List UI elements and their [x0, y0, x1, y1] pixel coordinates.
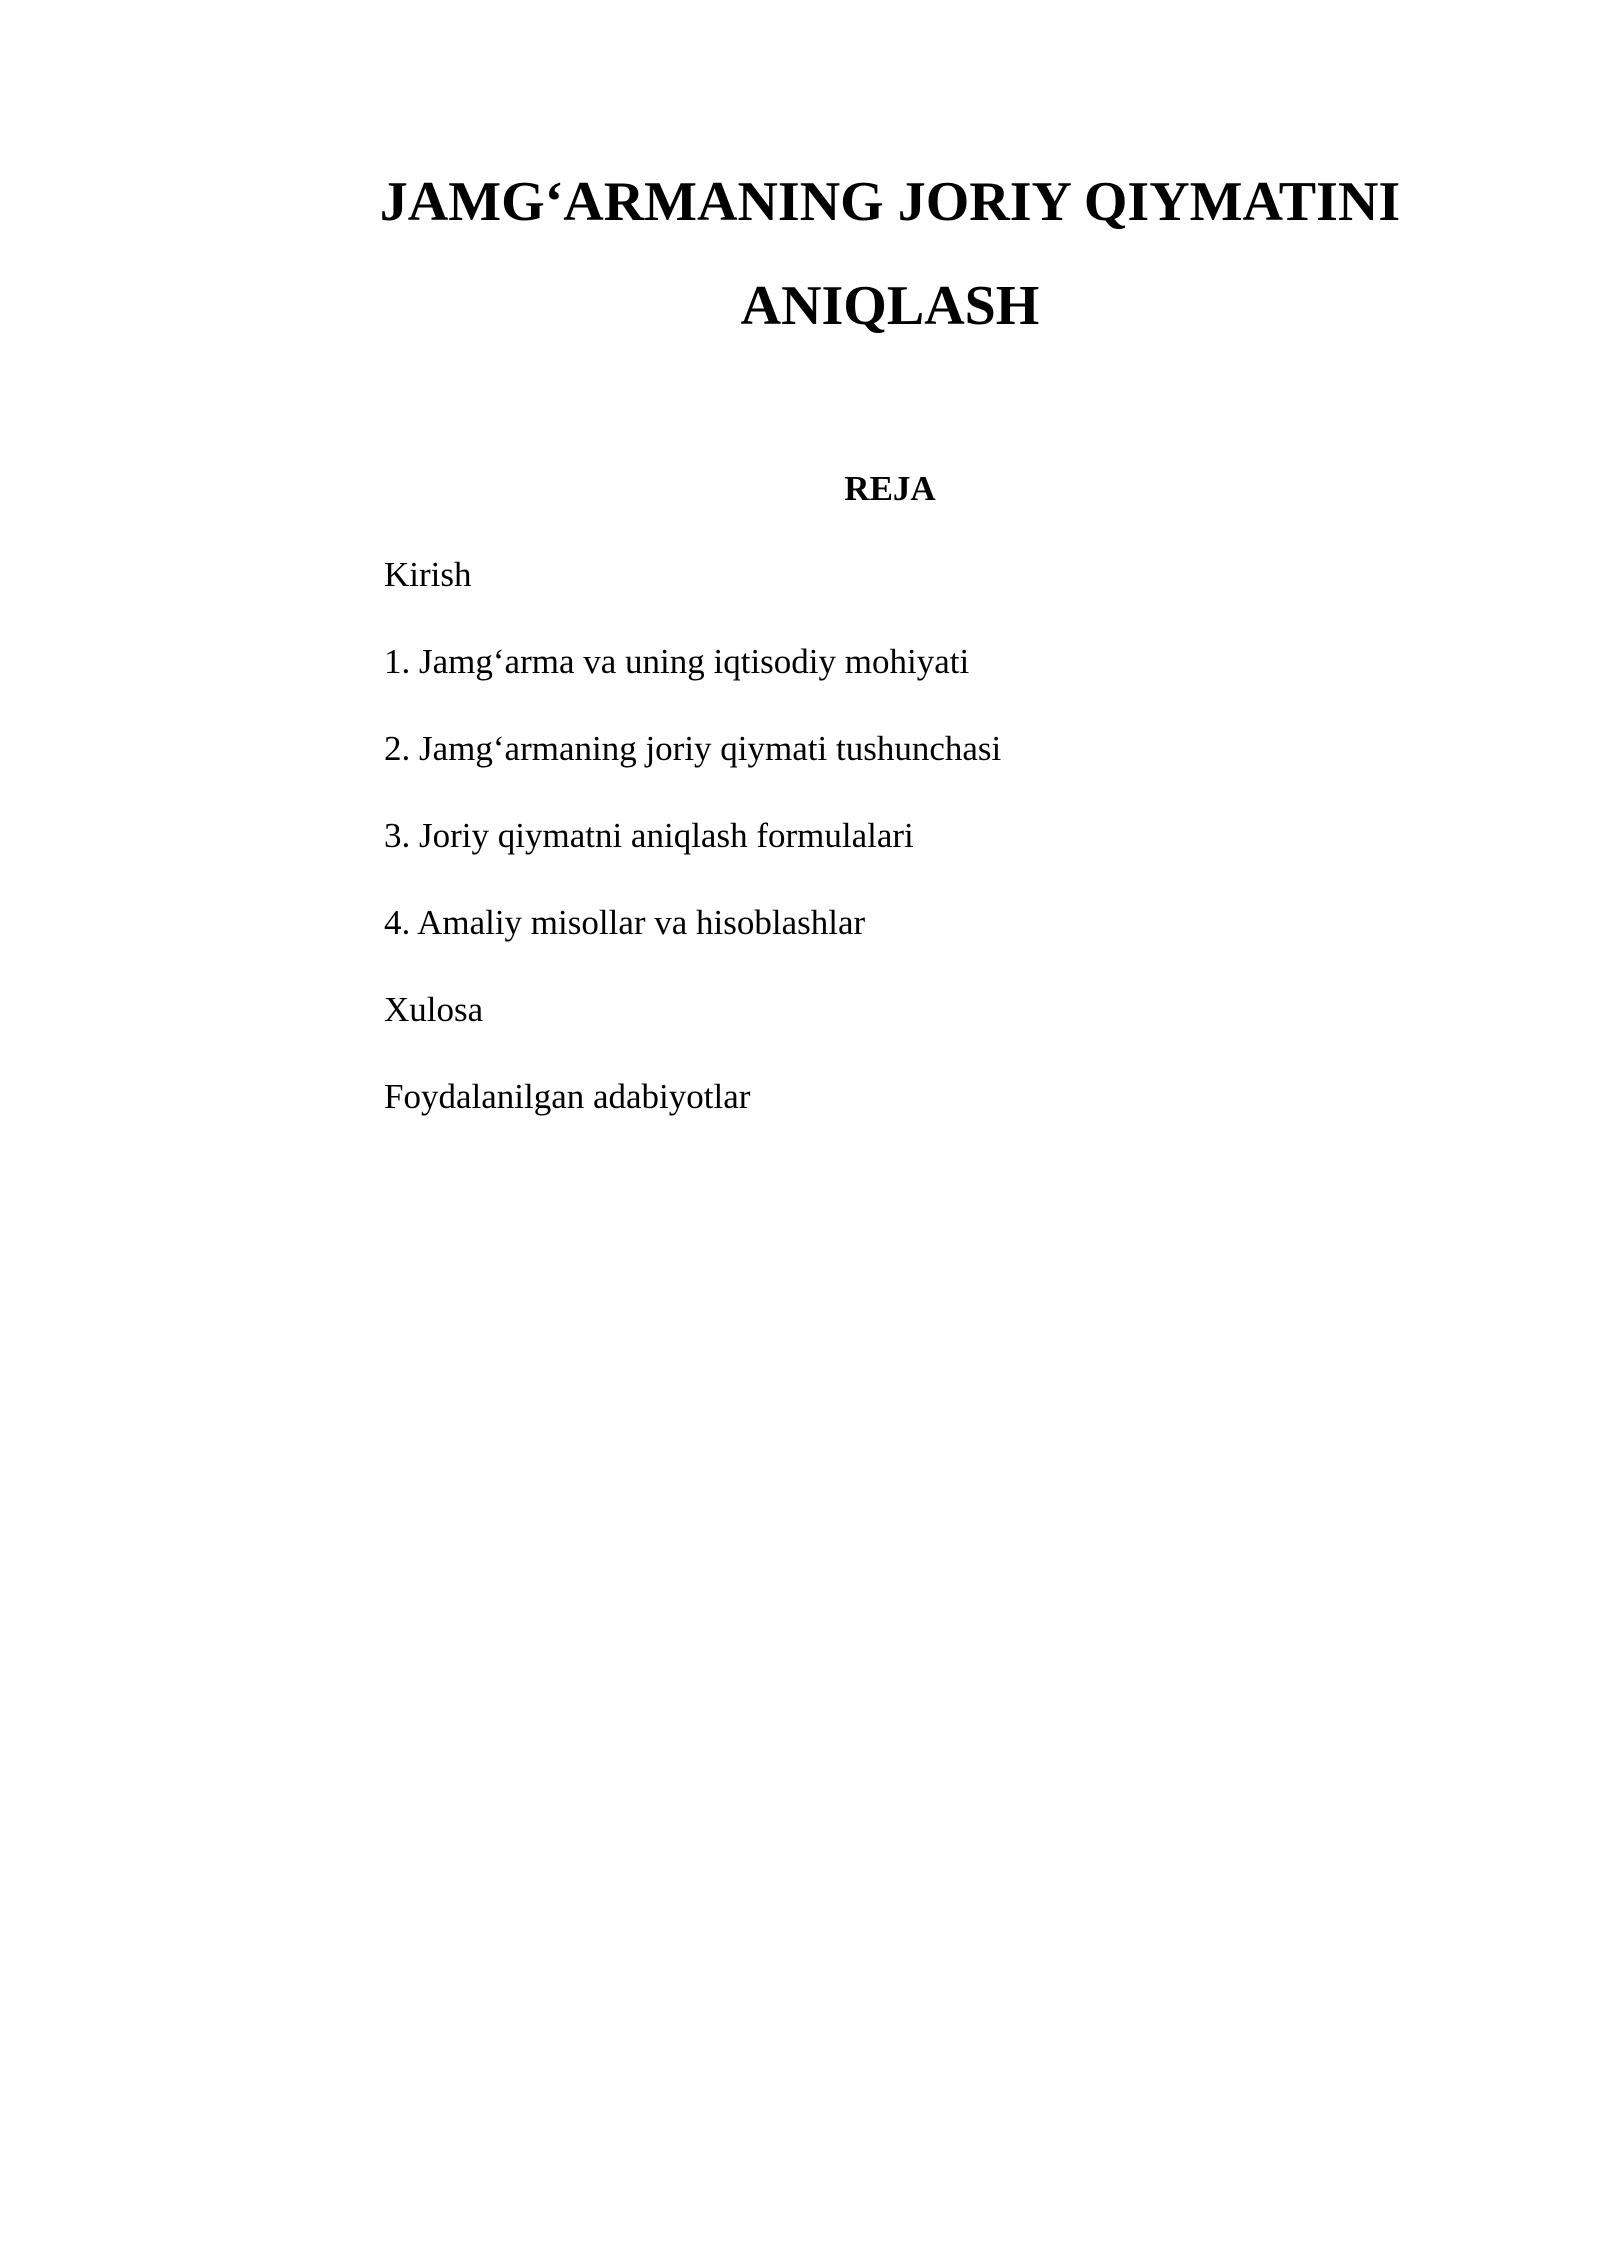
- plan-item-2: 2. Jamg‘armaning joriy qiymati tushunchasi: [384, 729, 1002, 768]
- document-title-line-1: JAMG‘ARMANING JORIY QIYMATINI: [379, 171, 1401, 233]
- plan-list: [384, 550, 1001, 1159]
- plan-item-references: Foydalanilgan adabiyotlar: [384, 1077, 751, 1116]
- document-title-line-2: ANIQLASH: [740, 275, 1040, 337]
- plan-item-introduction: Kirish: [384, 555, 472, 594]
- plan-item-1: 1. Jamg‘arma va uning iqtisodiy mohiyati: [384, 642, 970, 681]
- plan-heading: REJA: [844, 469, 936, 508]
- document-title: [340, 150, 1440, 358]
- plan-item-3: 3. Joriy qiymatni aniqlash formulalari: [384, 816, 914, 855]
- plan-item-4: 4. Amaliy misollar va hisoblashlar: [384, 903, 866, 942]
- plan-item-conclusion: Xulosa: [384, 990, 484, 1029]
